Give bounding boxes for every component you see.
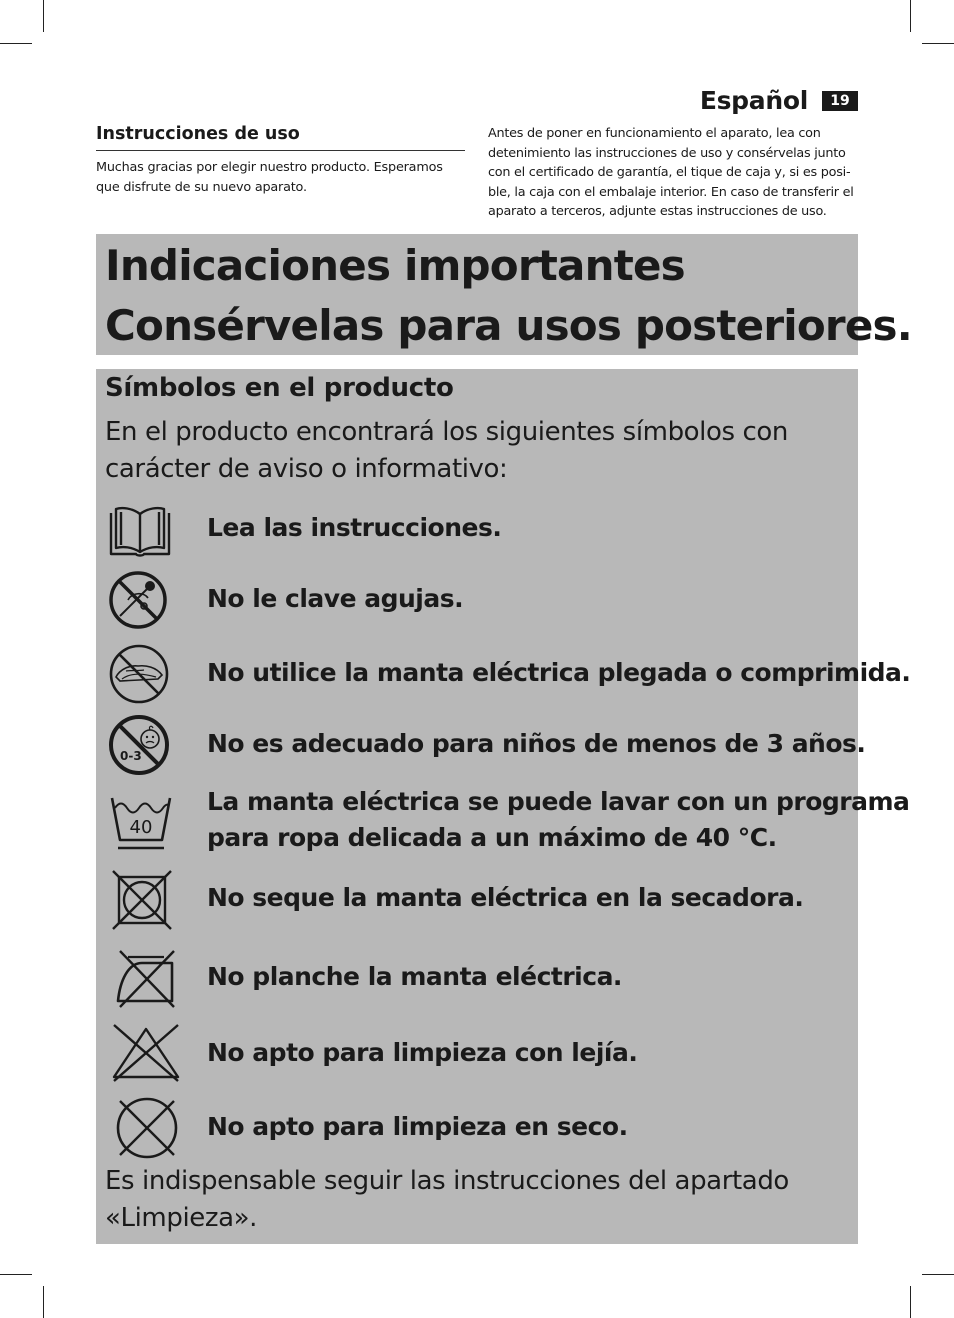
page-header [700,86,858,115]
no-folding-icon [108,643,170,705]
symbol-label: No es adecuado para niños de menos de 3 años. [207,729,866,758]
intro-line: que disfrute de su nuevo aparato. [96,180,307,195]
section-heading: Instrucciones de uso [96,124,465,151]
closing-note: Es indispensable seguir las instrucciones del apartado «Limpieza». [105,1166,789,1233]
crop-mark [43,0,44,32]
intro-line: ble, la caja con el embalaje interior. En caso de transferir el [488,184,854,200]
age-range-text: 0-3 [120,749,142,763]
intro-line: Antes de poner en funcionamiento el aparato, lea con [488,126,821,141]
symbol-label: No apto para limpieza con lejía. [207,1038,638,1067]
intro-left-column [96,124,465,198]
no-needles-icon [108,570,168,630]
crop-mark [910,0,911,32]
book-icon [108,504,172,560]
no-dry-clean-icon [114,1095,180,1161]
symbol-label: para ropa delicada a un máximo de 40 °C. [207,823,777,852]
no-children-icon [108,714,170,776]
intro-line: aparato a terceros, adjunte estas instrucciones de uso. [488,204,827,220]
crop-mark [922,1274,954,1275]
important-notice-banner [96,234,912,355]
crop-mark [0,1274,32,1275]
symbol-label: No planche la manta eléctrica. [207,962,622,991]
symbol-label: No utilice la manta eléctrica plegada o comprimida. [207,658,911,687]
intro-line: Muchas gracias por elegir nuestro producto. Esperamos [96,160,443,175]
symbol-label: No le clave agujas. [207,584,464,613]
crop-mark [43,1286,44,1318]
crop-mark [922,43,954,44]
intro-right-column [488,124,860,222]
no-bleach-icon [110,1023,182,1083]
page-number: 19 [822,91,858,111]
intro-line: detenimiento las instrucciones de uso y consérvelas junto [488,145,846,161]
banner-title: Indicaciones importantes [105,241,685,290]
symbols-title: Símbolos en el producto [105,373,454,403]
symbols-intro: En el producto encontrará los siguientes símbolos con carácter de aviso o informativo: [105,417,789,484]
symbol-label: No apto para limpieza en seco. [207,1112,628,1141]
symbol-label: Lea las instrucciones. [207,513,502,542]
symbol-label: La manta eléctrica se puede lavar con un programa [207,787,910,816]
intro-text [96,158,465,198]
crop-mark [0,43,32,44]
no-iron-icon [112,947,178,1011]
language-label: Español [699,86,808,115]
crop-mark [910,1286,911,1318]
banner-subtitle: Consérvelas para usos posteriores. [105,301,912,350]
symbol-label: No seque la manta eléctrica en la secadora. [207,883,804,912]
wash-temperature-text: 40 [129,817,153,838]
intro-line: con el certificado de garantía, el tique de caja y, si es posi- [488,165,851,181]
no-tumble-dry-icon [110,868,174,932]
symbols-section [96,369,911,1244]
wash-40-icon [108,792,174,852]
